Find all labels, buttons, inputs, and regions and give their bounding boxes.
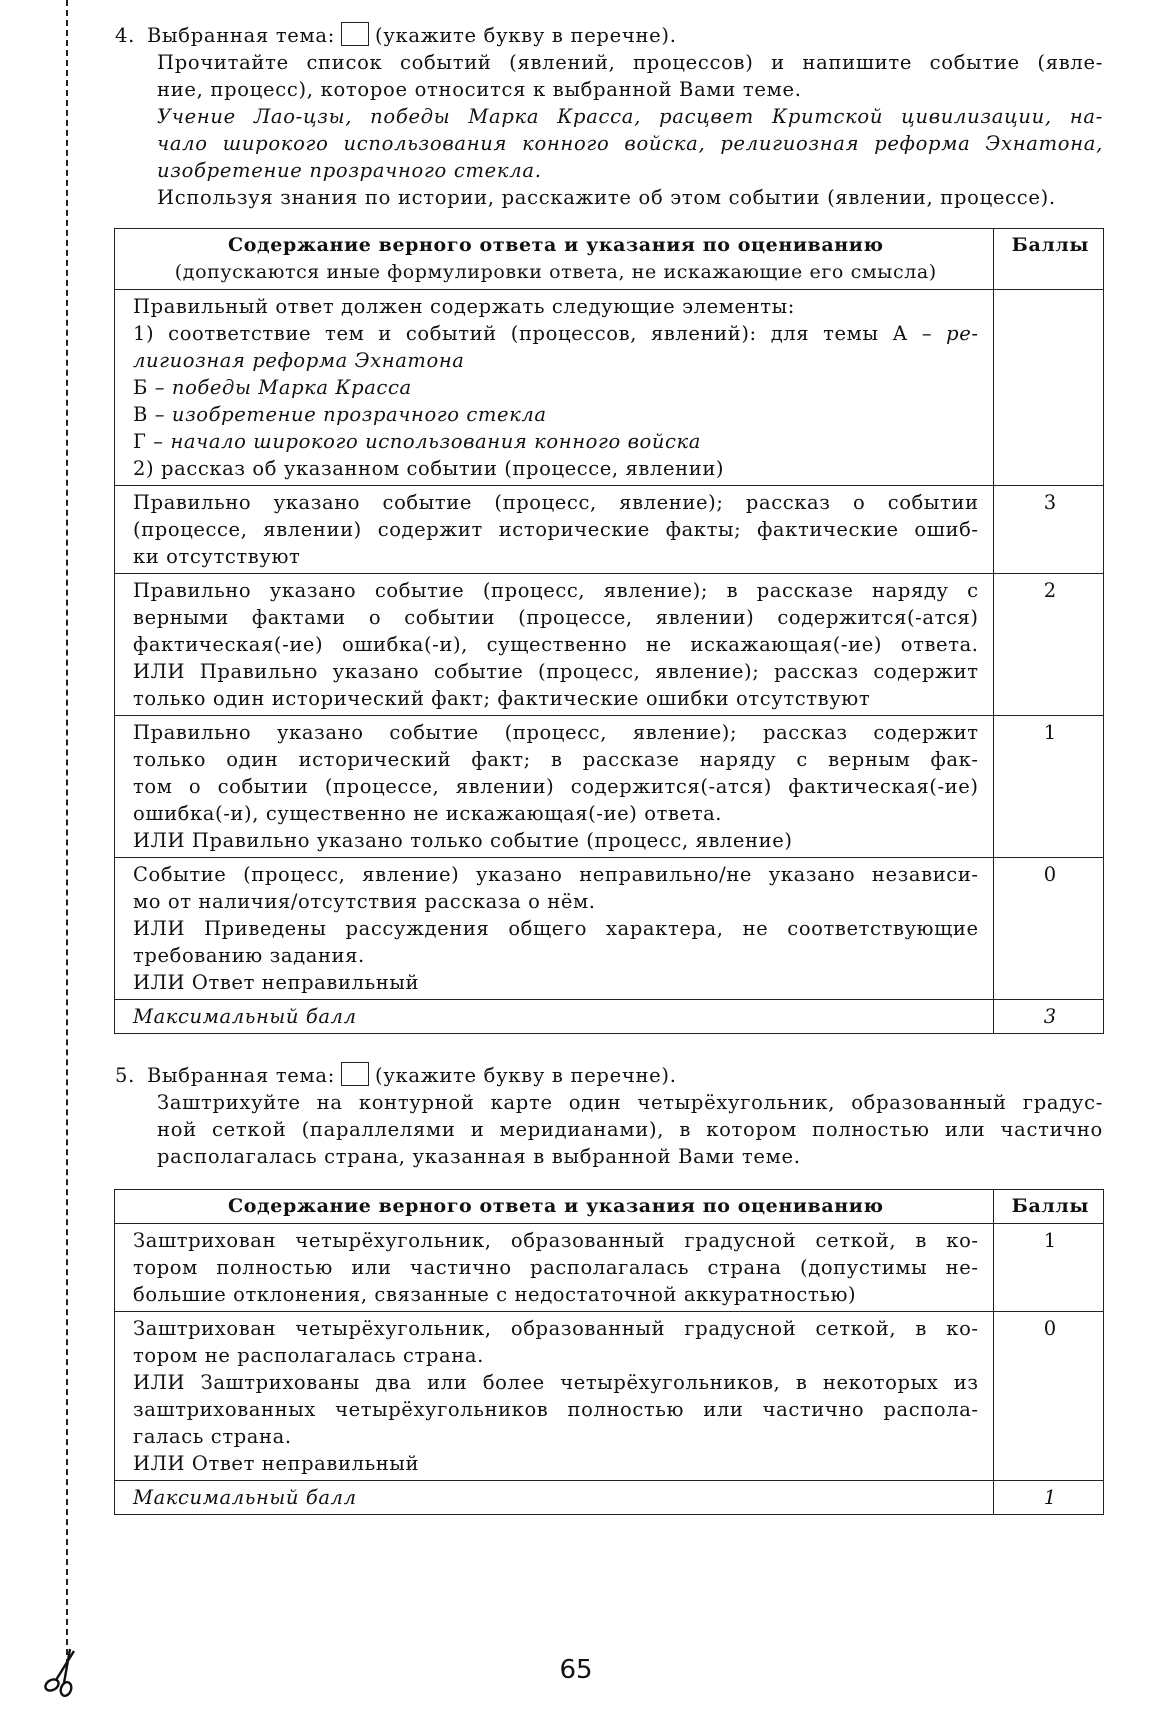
intro-line: изобретение прозрачного стекла <box>171 403 547 426</box>
intro-line: начало широкого использования конного войска <box>170 430 702 453</box>
events-line: Учение Лао-цзы, победы Марка Красса, расцвет Критской цивилизации, на- <box>157 105 1103 128</box>
prompt-hint: (укажите букву в перечне). <box>375 1064 677 1087</box>
intro-line: ре- <box>946 322 979 345</box>
criteria-line: Заштрихован четырёхугольник, образованный градусной сеткой, в ко- <box>133 1229 979 1252</box>
intro-line: В – <box>133 403 166 426</box>
table-row <box>115 716 1104 858</box>
max-score-row <box>115 1000 1104 1034</box>
score-cell: 0 <box>993 1312 1103 1481</box>
criteria-header <box>115 229 994 290</box>
criteria-line: заштрихованных четырёхугольников полностью или частично распола- <box>133 1398 979 1421</box>
intro-line: 1) соответствие тем и событий (процессов, явлений): для темы А – <box>133 322 933 345</box>
criteria-line: Событие (процесс, явление) указано неправильно/не указано независи- <box>133 863 979 886</box>
instruction-line: располагалась страна, указанная в выбранной Вами теме. <box>157 1145 801 1168</box>
criteria-header-title: Содержание верного ответа и указания по оцениванию <box>228 234 884 256</box>
answer-box[interactable] <box>341 1062 369 1086</box>
header-row <box>115 229 1104 290</box>
criteria-line: ИЛИ Правильно указано событие (процесс, явление); рассказ содержит <box>133 660 979 683</box>
criteria-line: тором не располагалась страна. <box>133 1344 484 1367</box>
instruction-line: Прочитайте список событий (явлений, процессов) и напишите событие (явле- <box>157 51 1103 74</box>
criteria-intro <box>115 290 994 486</box>
criteria-cell <box>115 716 994 858</box>
criteria-line: Правильно указано событие (процесс, явление); в рассказе наряду с <box>133 579 979 602</box>
intro-line: Г – <box>133 430 164 453</box>
instruction-line: ние, процесс), которое относится к выбранной Вами теме. <box>157 78 802 101</box>
score-cell: 2 <box>993 574 1103 716</box>
max-score-value: 3 <box>993 1000 1103 1034</box>
criteria-line: ошибка(-и), существенно не искажающая(-ие) ответа. <box>133 802 723 825</box>
criteria-line: ИЛИ Приведены рассуждения общего характера, не соответствующие <box>133 917 979 940</box>
criteria-cell <box>115 858 994 1000</box>
criteria-line: Заштрихован четырёхугольник, образованный градусной сеткой, в ко- <box>133 1317 979 1340</box>
criteria-line: требованию задания. <box>133 944 365 967</box>
intro-line: Правильный ответ должен содержать следующие элементы: <box>133 295 795 318</box>
criteria-line: ИЛИ Правильно указано только событие (процесс, явление) <box>133 829 793 852</box>
intro-line: победы Марка Красса <box>171 376 412 399</box>
criteria-line: верными фактами о событии (процессе, явлении) содержится(-атся) <box>133 606 979 629</box>
page-number: 65 <box>559 1655 593 1685</box>
criteria-line: ИЛИ Ответ неправильный <box>133 971 420 994</box>
score-header: Баллы <box>993 1190 1103 1224</box>
score-header: Баллы <box>993 229 1103 290</box>
table-row <box>115 486 1104 574</box>
intro-line: лигиозная реформа Эхнатона <box>133 349 465 372</box>
criteria-line: большие отклонения, связанные с недостаточной аккуратностью) <box>133 1283 857 1306</box>
events-line: чало широкого использования конного войска, религиозная реформа Эхнатона, <box>157 132 1103 155</box>
criteria-cell <box>115 1312 994 1481</box>
criteria-line: только один исторический факт; в рассказе наряду с верным фак- <box>133 748 979 771</box>
grading-table-4 <box>114 228 1104 1034</box>
criteria-line: Правильно указано событие (процесс, явление); рассказ содержит <box>133 721 979 744</box>
task-number: 4. <box>115 24 136 47</box>
score-cell: 3 <box>993 486 1103 574</box>
criteria-line: только один исторический факт; фактические ошибки отсутствуют <box>133 687 871 710</box>
task-5-prompt <box>115 1062 1103 1089</box>
task-number: 5. <box>115 1064 136 1087</box>
criteria-line: ИЛИ Ответ неправильный <box>133 1452 420 1475</box>
grading-table-5 <box>114 1189 1104 1515</box>
instruction-line: ной сеткой (параллелями и меридианами), в котором полностью или частично <box>157 1118 1103 1141</box>
task-4-prompt <box>115 22 1103 49</box>
criteria-line: Правильно указано событие (процесс, явление); рассказ о событии <box>133 491 979 514</box>
score-cell <box>993 290 1103 486</box>
closing-line: Используя знания по истории, расскажите об этом событии (явлении, процессе). <box>157 186 1056 209</box>
criteria-header-note: (допускаются иные формулировки ответа, не искажающие его смысла) <box>174 261 937 283</box>
criteria-line: (процессе, явлении) содержит исторические факты; фактические ошиб- <box>133 518 979 541</box>
max-score-value: 1 <box>993 1481 1103 1515</box>
criteria-line: мо от наличия/отсутствия рассказа о нём. <box>133 890 596 913</box>
max-score-label: Максимальный балл <box>115 1481 994 1515</box>
score-cell: 1 <box>993 716 1103 858</box>
table-row <box>115 574 1104 716</box>
answer-box[interactable] <box>341 22 369 46</box>
instruction-line: Заштрихуйте на контурной карте один четырёхугольник, образованный градус- <box>157 1091 1103 1114</box>
header-row <box>115 1190 1104 1224</box>
task-4 <box>115 22 1103 211</box>
max-score-label: Максимальный балл <box>115 1000 994 1034</box>
criteria-cell <box>115 1224 994 1312</box>
table-row <box>115 290 1104 486</box>
score-cell: 0 <box>993 858 1103 1000</box>
criteria-cell <box>115 574 994 716</box>
table-row <box>115 1224 1104 1312</box>
events-line: изобретение прозрачного стекла. <box>157 159 542 182</box>
intro-line: 2) рассказ об указанном событии (процессе, явлении) <box>133 457 725 480</box>
criteria-line: том о событии (процессе, явлении) содержится(-атся) фактическая(-ие) <box>133 775 979 798</box>
prompt-label: Выбранная тема: <box>147 1064 336 1087</box>
criteria-line: ИЛИ Заштрихованы два или более четырёхугольников, в некоторых из <box>133 1371 979 1394</box>
criteria-line: фактическая(-ие) ошибка(-и), существенно не искажающая(-ие) ответа. <box>133 633 979 656</box>
table-row <box>115 858 1104 1000</box>
criteria-cell <box>115 486 994 574</box>
table-row <box>115 1312 1104 1481</box>
prompt-label: Выбранная тема: <box>147 24 336 47</box>
prompt-hint: (укажите букву в перечне). <box>375 24 677 47</box>
task-5 <box>115 1062 1103 1170</box>
intro-line: Б – <box>133 376 166 399</box>
criteria-line: галась страна. <box>133 1425 292 1448</box>
criteria-line: ки отсутствуют <box>133 545 301 568</box>
score-cell: 1 <box>993 1224 1103 1312</box>
criteria-line: тором полностью или частично располагалась страна (допустимы не- <box>133 1256 979 1279</box>
max-score-row <box>115 1481 1104 1515</box>
criteria-header: Содержание верного ответа и указания по оцениванию <box>115 1190 994 1224</box>
cut-line <box>66 0 68 1665</box>
